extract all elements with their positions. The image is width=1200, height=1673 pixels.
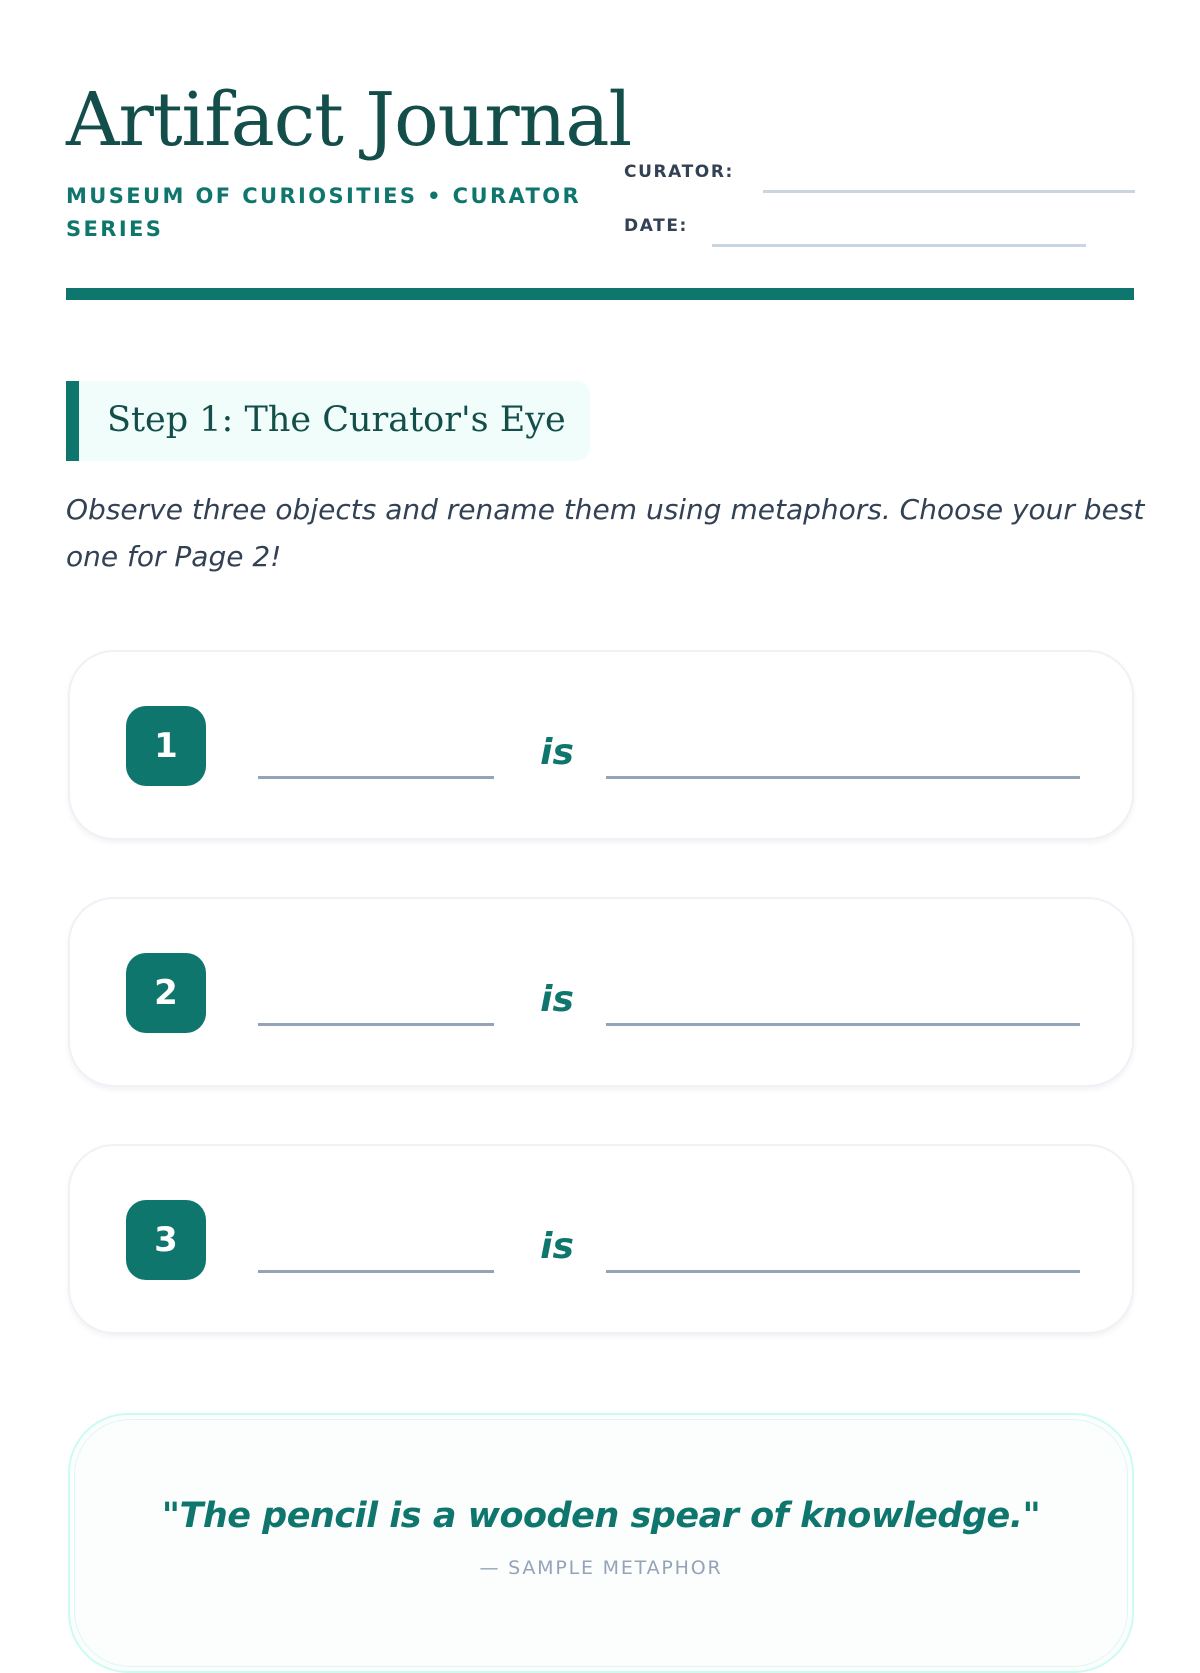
connector-word: is	[540, 1226, 574, 1267]
journal-title: Artifact Journal	[66, 77, 632, 163]
entry-number-badge: 3	[126, 1200, 206, 1280]
metaphor-blank[interactable]	[606, 1023, 1080, 1026]
metaphor-card-3	[68, 1144, 1134, 1334]
object-blank[interactable]	[258, 1023, 494, 1026]
sample-metaphor-box	[68, 1413, 1134, 1673]
sample-quote: "The pencil is a wooden spear of knowledge."	[161, 1496, 1041, 1536]
entry-number-badge: 1	[126, 706, 206, 786]
curator-field[interactable]	[763, 190, 1135, 193]
entry-number-badge: 2	[126, 953, 206, 1033]
metaphor-card-2	[68, 897, 1134, 1087]
sample-caption: — SAMPLE METAPHOR	[479, 1557, 723, 1579]
object-blank[interactable]	[258, 776, 494, 779]
step-title: Step 1: The Curator's Eye	[107, 400, 566, 440]
step-instructions: Observe three objects and rename them using metaphors. Choose your best one for Page 2!	[66, 493, 1145, 573]
metaphor-blank[interactable]	[606, 776, 1080, 779]
metaphor-blank[interactable]	[606, 1270, 1080, 1273]
date-field[interactable]	[712, 244, 1086, 247]
connector-word: is	[540, 732, 574, 773]
connector-word: is	[540, 979, 574, 1020]
step-heading	[66, 381, 590, 461]
object-blank[interactable]	[258, 1270, 494, 1273]
header-divider	[66, 288, 1134, 300]
metaphor-card-1	[68, 650, 1134, 840]
journal-subtitle: MUSEUM OF CURIOSITIES • CURATOR SERIES	[66, 184, 582, 241]
date-label: DATE:	[624, 216, 688, 236]
curator-label: CURATOR:	[624, 162, 734, 182]
